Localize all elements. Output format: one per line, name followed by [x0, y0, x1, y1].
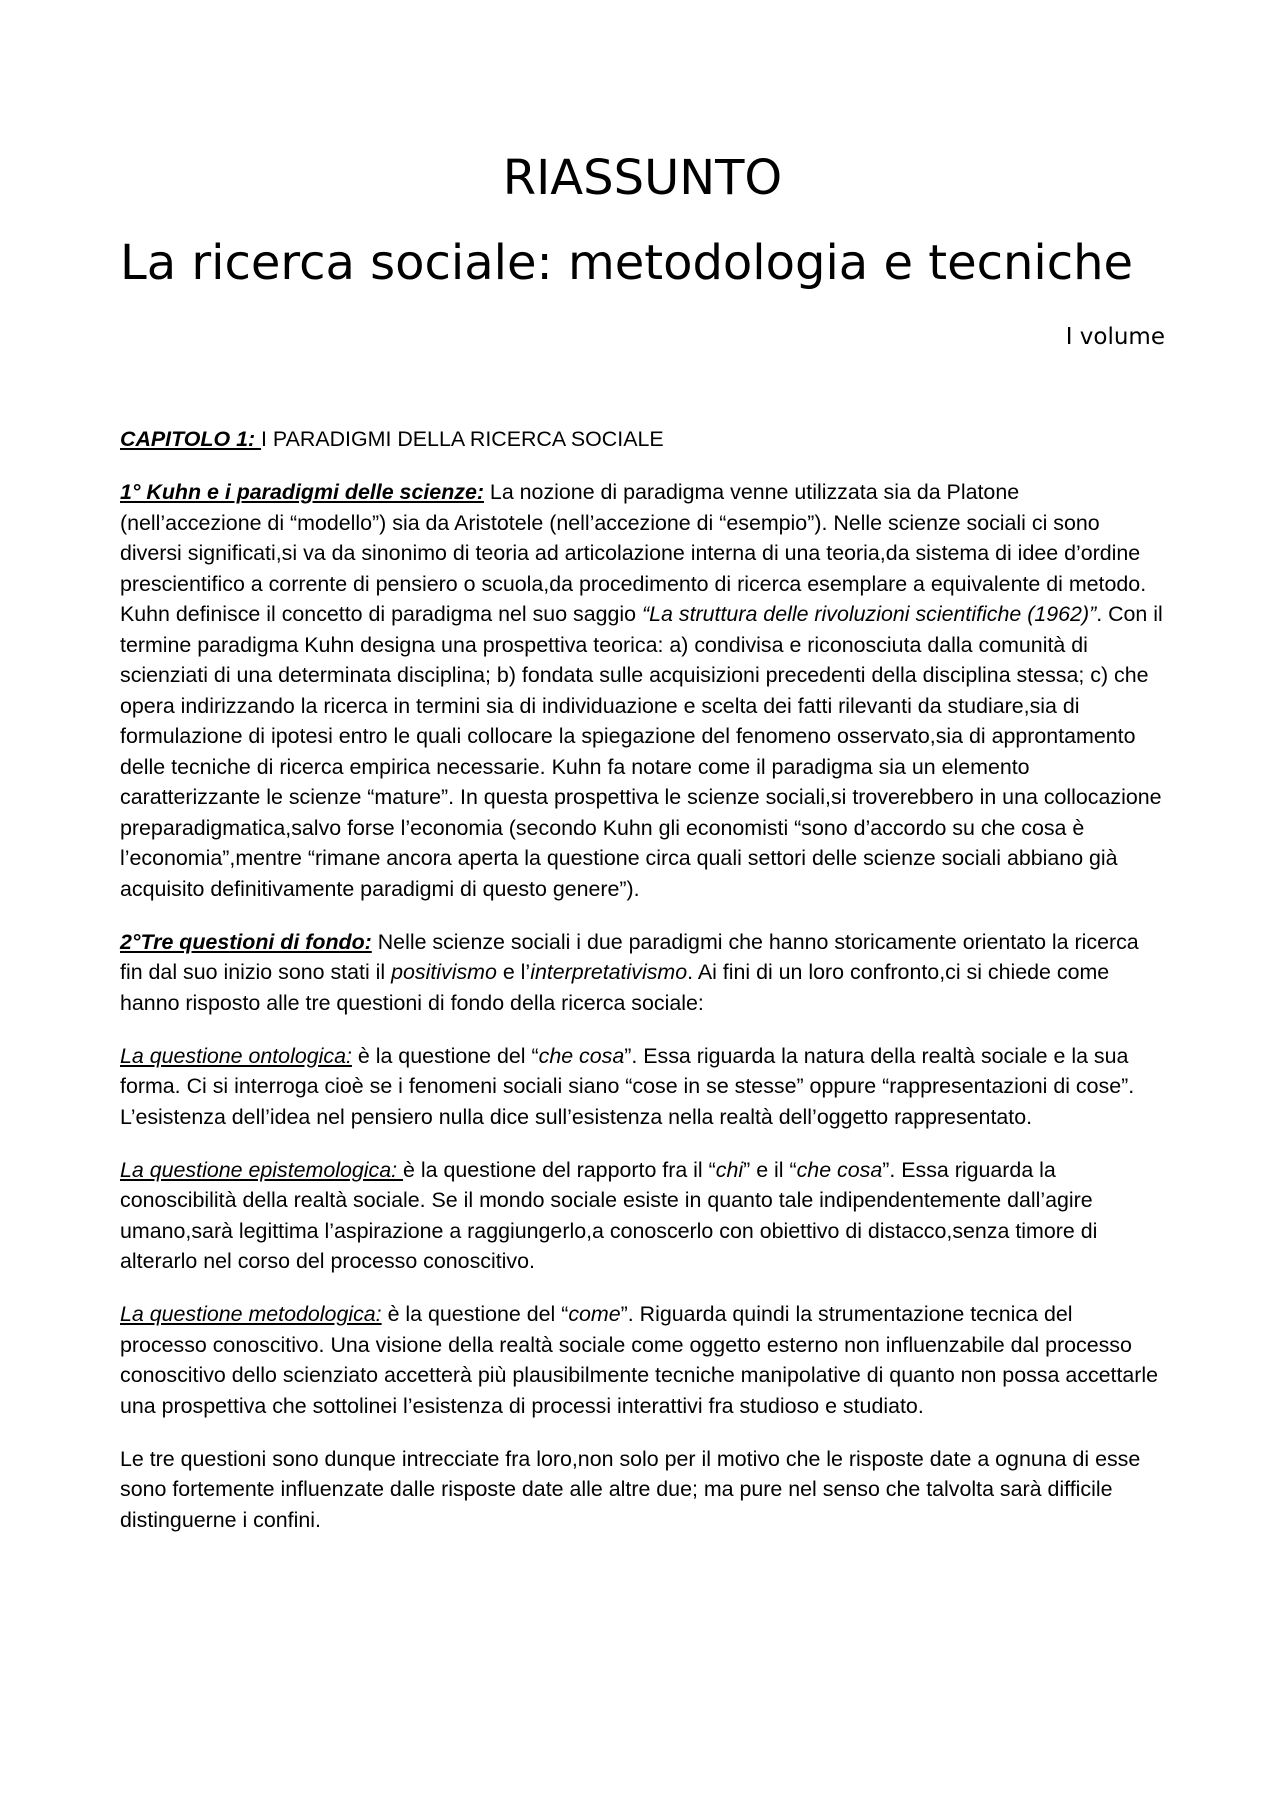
term-positivismo: positivismo: [391, 960, 497, 984]
term-che-cosa: che cosa: [538, 1043, 625, 1068]
paragraph-metodologica: [120, 1299, 1165, 1421]
paragraph-ontologica: [120, 1041, 1165, 1133]
section-heading-kuhn: 1° Kuhn e i paradigmi delle scienze:: [120, 480, 484, 504]
document-body: [120, 424, 1165, 1558]
label-ontologica: La questione ontologica:: [120, 1043, 352, 1068]
paragraph-text: e l’: [496, 960, 531, 984]
paragraph-text: è la questione del rapporto fra il “: [403, 1157, 716, 1182]
section-heading-questioni: 2°Tre questioni di fondo:: [120, 929, 372, 954]
chapter-title: I PARADIGMI DELLA RICERCA SOCIALE: [261, 427, 664, 451]
term-interpretativismo: interpretativismo: [530, 960, 688, 984]
term-chi: chi: [715, 1157, 744, 1182]
paragraph-kuhn: [120, 477, 1165, 904]
paragraph-text: ”. Essa riguarda la natura della realtà sociale e la sua forma. Ci si interroga cioè se i fenomeni sociali siano “cose in se stesse” oppure “rappresentazioni di cose”. L’esistenza dell’idea nel pensiero nulla dice sull’esistenza nella realtà dell’oggetto rappresentato.: [120, 1043, 1135, 1129]
chapter-heading: [120, 424, 1165, 455]
document-title: RIASSUNTO: [502, 150, 783, 206]
paragraph-questioni: [120, 927, 1165, 1019]
paragraph-text: ”. Riguarda quindi la strumentazione tecnica del processo conoscitivo. Una visione della realtà sociale come oggetto esterno non influenzabile dal processo conoscitivo dello scienziato accetterà più plausibilmente tecniche manipolative di quanto non possa accettarle una prospettiva che sottolinei l’esistenza di processi interattivi fra studioso e studiato.: [120, 1302, 1159, 1418]
volume-label: I volume: [1065, 324, 1165, 350]
chapter-label: CAPITOLO 1:: [120, 427, 262, 451]
paragraph-text: La nozione di paradigma venne utilizzata sia da Platone (nell’accezione di “modello”) sia da Aristotele (nell’accezione di “esempio”). Nelle scienze sociali ci sono diversi significati,si va da sinonimo di teoria ad articolazione interna di una teoria,da sistema di idee d’ordine prescientifico a corrente di pensiero o scuola,da procedimento di ricerca esemplare a equivalente di metodo. Kuhn definisce il concetto di paradigma nel suo saggio: [120, 480, 1147, 626]
paragraph-text: è la questione del “: [381, 1302, 569, 1326]
paragraph-text: . Con il termine paradigma Kuhn designa una prospettiva teorica: a) condivisa e riconosciuta dalla comunità di scienziati di una determinata disciplina; b) fondata sulle acquisizioni precedenti della disciplina stessa; c) che opera indirizzando la ricerca in termini sia di individuazione e scelta dei fatti rilevanti da studiare,sia di formulazione di ipotesi entro le quali collocare la spiegazione del fenomeno osservato,sia di approntamento delle tecniche di ricerca empirica necessarie. Kuhn fa notare come il paradigma sia un elemento caratterizzante le scienze “mature”. In questa prospettiva le scienze sociali,si troverebbero in una collocazione preparadigmatica,salvo forse l’economia (secondo Kuhn gli economisti “sono d’accordo su che cosa è l’economia”,mentre “rimane ancora aperta la questione circa quali settori delle scienze sociali abbiano già acquisito definitivamente paradigmi di questo genere”).: [120, 602, 1163, 901]
book-title: “La struttura delle rivoluzioni scientifiche (1962)”: [642, 602, 1097, 626]
paragraph-text: . Ai fini di un loro confronto,ci si chiede come hanno risposto alle tre questioni di fondo della ricerca sociale:: [120, 960, 1110, 1015]
label-metodologica: La questione metodologica:: [120, 1302, 382, 1326]
paragraph-text: è la questione del “: [351, 1043, 539, 1068]
paragraph-text: ”. Essa riguarda la conoscibilità della realtà sociale. Se il mondo sociale esiste in quanto tale indipendentemente dall’agire umano,sarà legittima l’aspirazione a raggiungerlo,a conoscerlo con obiettivo di distacco,senza timore di alterarlo nel corso del processo conoscitivo.: [120, 1157, 1098, 1273]
term-che-cosa: che cosa: [796, 1157, 883, 1182]
paragraph-text: ” e il “: [743, 1157, 797, 1182]
paragraph-conclusione: Le tre questioni sono dunque intrecciate fra loro,non solo per il motivo che le risposte date a ognuna di esse sono fortemente influenzate dalle risposte date alle altre due; ma pure nel senso che talvolta sarà difficile distinguerne i confini.: [120, 1446, 1141, 1532]
paragraph-text: Nelle scienze sociali i due paradigmi che hanno storicamente orientato la ricerca fin dal suo inizio sono stati il: [120, 929, 1139, 984]
paragraph-epistemologica: [120, 1155, 1165, 1277]
term-come: come: [568, 1302, 621, 1326]
label-epistemologica: La questione epistemologica:: [120, 1157, 404, 1182]
document-subtitle: La ricerca sociale: metodologia e tecniche: [120, 235, 1134, 291]
